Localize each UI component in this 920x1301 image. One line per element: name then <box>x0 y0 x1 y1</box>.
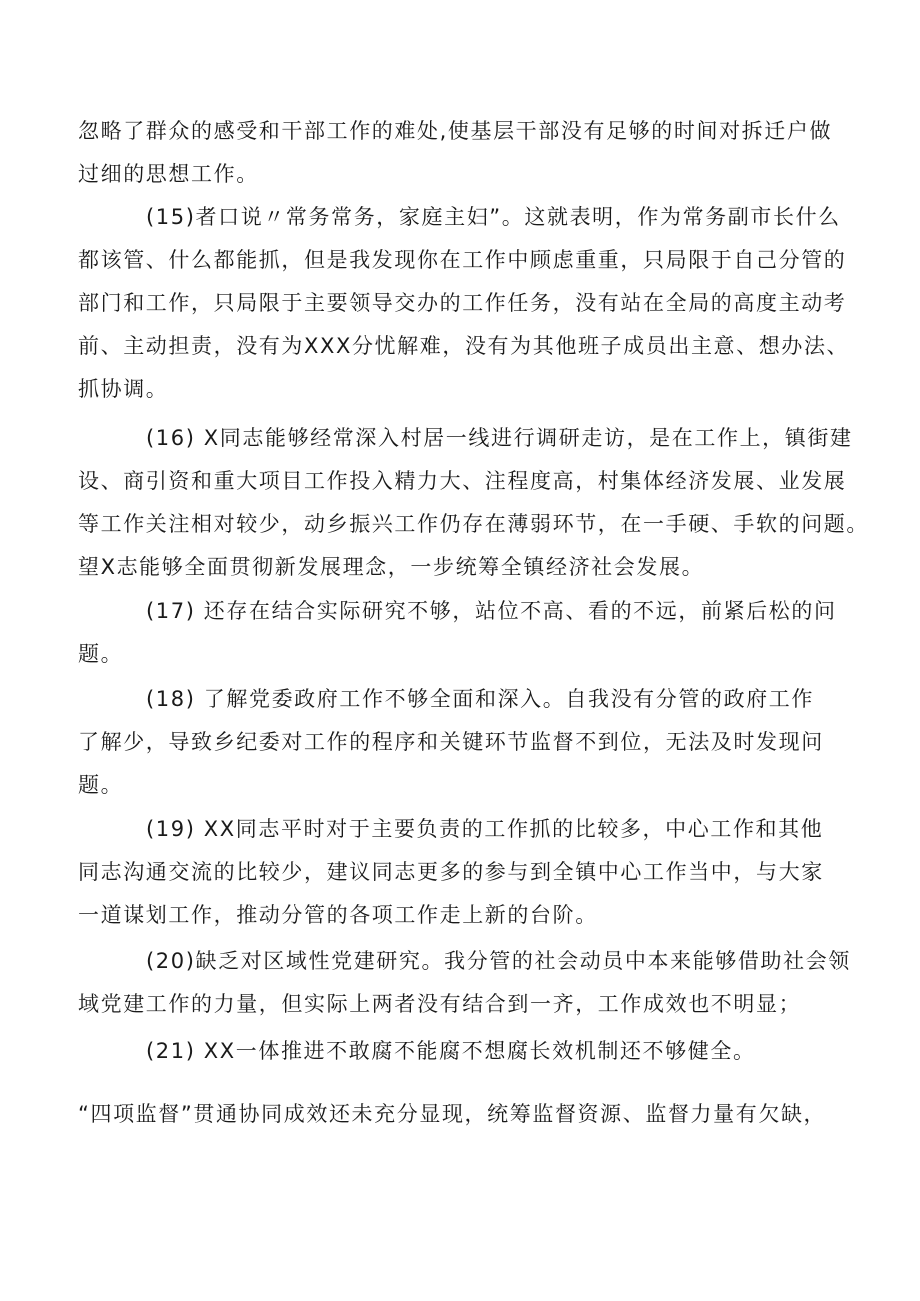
paragraph-18-start: (18) 了解党委政府工作不够全面和深入。自我没有分管的政府工作 <box>146 687 814 711</box>
text-line-5: 部门和工作，只局限于主要领导交办的工作任务，没有站在全局的高度主动考 <box>78 291 847 315</box>
paragraph-15-start: (15)者口说〃常务常务，家庭主妇”。这就表明，作为常务副市长什么 <box>146 205 841 229</box>
paragraph-20-start: (20)缺乏对区域性党建研究。我分管的社会动员中本来能够借助社会领 <box>146 949 851 973</box>
text-line-9: 设、商引资和重大项目工作投入精力大、注程度高，村集体经济发展、业发展 <box>78 469 847 493</box>
paragraph-17-start: (17) 还存在结合实际研究不够，站位不高、看的不远，前紧后松的问 <box>146 599 837 623</box>
text-line-6: 前、主动担责，没有为XXX分忧解难，没有为其他班子成员出主意、想办法、 <box>78 334 850 358</box>
text-line-19: 一道谋划工作，推动分管的各项工作走上新的台阶。 <box>78 903 598 927</box>
text-line-15: 了解少，导致乡纪委对工作的程序和关键环节监督不到位，无法及时发现问 <box>78 730 824 754</box>
text-line-11: 望X志能够全面贯彻新发展理念，一步统筹全镇经济社会发展。 <box>78 555 705 579</box>
text-line-16: 题。 <box>78 773 124 797</box>
text-line-23: “四项监督”贯通协同成效还未充分显现，统筹监督资源、监督力量有欠缺， <box>78 1102 827 1126</box>
text-line-18: 同志沟通交流的比较少，建议同志更多的参与到全镇中心工作当中，与大家 <box>78 860 824 884</box>
text-line-13: 题。 <box>78 642 124 666</box>
text-line-1: 忽略了群众的感受和干部工作的难处,使基层干部没有足够的时间对拆迁户做 <box>78 119 833 143</box>
paragraph-16-start: (16) X同志能够经常深入村居一线进行调研走访，是在工作上，镇街建 <box>146 426 853 450</box>
text-line-7: 抓协调。 <box>78 377 169 401</box>
text-line-4: 都该管、什么都能抓，但是我发现你在工作中顾虑重重，只局限于自己分管的 <box>78 248 847 272</box>
text-line-2: 过细的思想工作。 <box>78 162 259 186</box>
text-line-10: 等工作关注相对较少，动乡振兴工作仍存在薄弱环节，在一手硬、手软的问题。 <box>78 512 869 536</box>
text-line-21: 域党建工作的力量，但实际上两者没有结合到一齐，工作成效也不明显； <box>78 992 802 1016</box>
paragraph-21-start: (21) XX一体推进不敢腐不能腐不想腐长效机制还不够健全。 <box>146 1039 756 1063</box>
paragraph-19-start: (19) XX同志平时对于主要负责的工作抓的比较多，中心工作和其他 <box>146 817 824 841</box>
